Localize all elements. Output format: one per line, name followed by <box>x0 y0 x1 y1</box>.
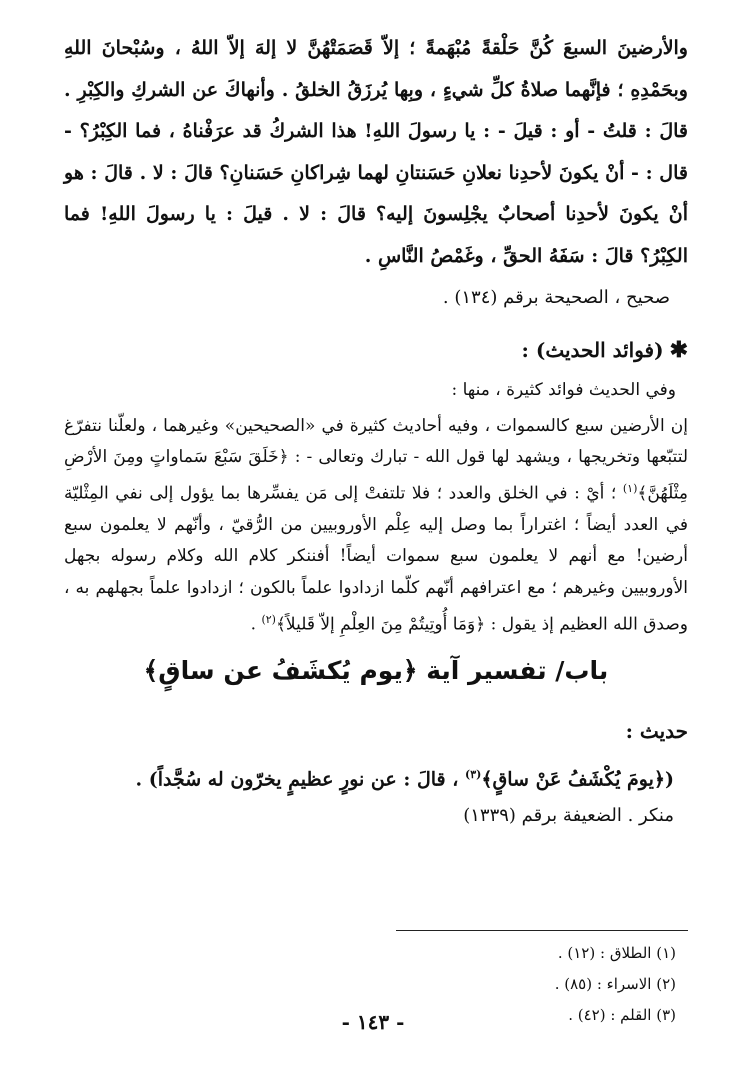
benefits-end: . <box>250 614 262 635</box>
benefits-text-part-1: إن الأرضين سبع كالسموات ، وفيه أحاديث كثيرة في «الصحيحين» وغيرهما ، ولعلّنا نتفرّغ لتتبّعها وتخريجها ، ويشهد لها قول الله - تبارك وتعالى - : ﴿خَلَقَ سَبْعَ سَماواتٍ ومِنَ الأرْضِ مِثْلَهُنَّ﴾ <box>64 416 688 505</box>
benefits-heading <box>64 335 688 365</box>
chapter-title: باب/ تفسير آية ﴿يوم يُكشَفُ عن ساقٍ﴾ <box>143 655 609 685</box>
footnote-3: (٣) القلم : (٤٢) . <box>568 1006 676 1024</box>
page-number: - ١٤٣ - <box>341 1010 405 1034</box>
asterisk-icon: ✱ <box>669 337 688 363</box>
hadith-body: والأرضينَ السبعَ كُنَّ حَلْقةً مُبْهَمةً ؛ إلاّ قَصَمَتْهُنَّ لا إلهَ إلاّ اللهُ ، وسُبْحانَ اللهِ وبحَمْدِهِ ؛ فإنَّهما صلاةُ كلِّ شيءٍ ، وبِها يُرزَقُ الخلقُ . وأنهاكَ عن الشركِ والكِبْرِ . قالَ : قلتُ - أو : قيلَ - : يا رسولَ اللهِ! هذا الشركُ قد عرَفْناهُ ، فما الكِبْرُ؟ - قال : - أنْ يكونَ لأحدِنا نعلانِ حَسَنتانِ لهما شِراكانِ حَسَنانِ؟ قالَ : لا . قالَ : هو أنْ يكونَ لأحدِنا أصحابٌ يجْلِسونَ إليه؟ قالَ : لا . قيلَ : يا رسولَ اللهِ! فما الكِبْرُ؟ قالَ : سَفَهُ الحقِّ ، وغَمْصُ النَّاسِ . <box>64 37 688 267</box>
benefits-paragraph <box>64 411 688 641</box>
second-hadith <box>64 757 688 797</box>
footnote-ref-3: (٣) <box>465 767 482 781</box>
benefits-text-part-2: ؛ أيْ : في الخلق والعدد ؛ فلا تلتفتْ إلى مَن يفسِّرها بما يؤول إلى نفي المِثْليّة في العدد أيضاً ؛ اغتراراً بما وصل إليه عِلْم الأوروبيين من الرُّقيّ ، وأنّهم لا يعلمون سبع أرضين! مع أنهم لا يعلمون سبع سموات أيضاً! أفننكر كلام الله وكلام رسوله بجهل الأوروبيين وغيرهم ؛ مع اعترافهم أنّهم كلّما ازدادوا علماً بالكون ؛ ازدادوا علماً بجهلهم به ، وصدق الله العظيم إذ يقول : ﴿وَمَا أُوتِيتُمْ مِنَ العِلْمِ إلاّ قَليلاً﴾ <box>64 484 688 635</box>
footnote-ref-2: (٢) <box>261 612 276 626</box>
second-hadith-part-2: ، قالَ : عن نورٍ عظيمٍ يخرّون له سُجَّداً) . <box>135 768 459 791</box>
footnote-ref-1: (١) <box>622 482 638 496</box>
hadith-ruling: منكر . الضعيفة برقم (١٣٣٩) <box>463 805 674 827</box>
second-hadith-part-1: (﴿يومَ يُكْشَفُ عَنْ ساقٍ﴾ <box>481 768 674 791</box>
footnote-1: (١) الطلاق : (١٢) . <box>557 944 676 962</box>
benefits-heading-text: (فوائد الحديث) : <box>521 338 664 362</box>
hadith-text <box>64 28 688 277</box>
footnote-2: (٢) الاسراء : (٨٥) . <box>554 975 676 993</box>
footnote-divider <box>396 930 688 931</box>
hadith-label: حديث : <box>625 718 688 743</box>
source-line: صحيح ، الصحيحة برقم (١٣٤) . <box>442 287 670 308</box>
benefits-intro: وفي الحديث فوائد كثيرة ، منها : <box>451 380 676 400</box>
